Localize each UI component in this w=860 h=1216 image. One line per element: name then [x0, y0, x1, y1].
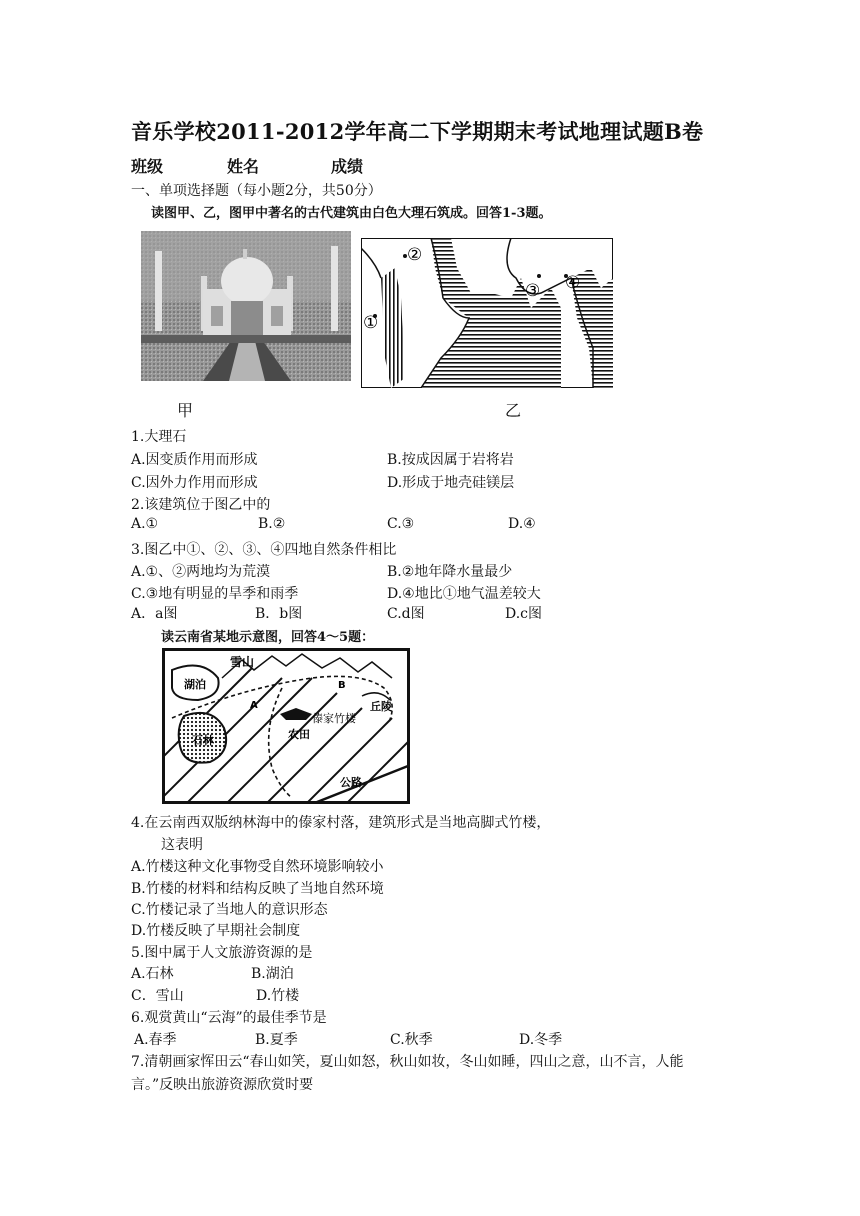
q5-option-c: C．雪山	[131, 988, 184, 1004]
q6-stem: 6.观赏黄山“云海”的最佳季节是	[131, 1010, 327, 1026]
q3-option-d: D.④地比①地气温差较大	[387, 586, 541, 602]
map2-label-a: A	[250, 700, 258, 711]
map2-label-hill: 丘陵	[370, 700, 392, 713]
q6-option-c: C.秋季	[390, 1032, 433, 1048]
map2-label-farm: 农田	[288, 728, 310, 741]
q4-option-d: D.竹楼反映了早期社会制度	[131, 923, 301, 939]
q7-line-1: 7.清朝画家恽田云“春山如笑，夏山如怒，秋山如妆，冬山如睡，四山之意，山不言，人能	[131, 1054, 684, 1070]
q3-stem: 3.图乙中①、②、③、④四地自然条件相比	[131, 542, 397, 558]
name-label: 姓名	[227, 157, 260, 176]
figure-yi-map	[361, 238, 613, 388]
page-title: 音乐学校2011-2012学年高二下学期期末考试地理试题B卷	[131, 119, 704, 144]
q1-option-b: B.按成因属于岩将岩	[387, 452, 514, 468]
map2-label-village: 傣家竹楼	[312, 712, 356, 725]
q4-stem-2: 这表明	[161, 837, 203, 853]
q2-option-d: D.④	[508, 516, 536, 532]
q3-option-a: A.①、②两地均为荒漠	[131, 564, 271, 580]
figure-yunnan-map	[162, 648, 410, 804]
q3-extra-b: B．b图	[255, 606, 303, 622]
instruction-1: 读图甲、乙，图甲中著名的古代建筑由白色大理石筑成。回答1-3题。	[151, 206, 552, 221]
map2-label-lake: 湖泊	[184, 678, 206, 691]
q6-option-a: A.春季	[134, 1032, 177, 1048]
map-label-1: ①	[363, 313, 379, 333]
section-heading: 一、单项选择题（每小题2分，共50分）	[131, 183, 382, 199]
caption-jia: 甲	[177, 401, 194, 420]
q5-stem: 5.图中属于人文旅游资源的是	[131, 945, 313, 961]
map-label-2: ②	[407, 245, 423, 265]
q2-stem: 2.该建筑位于图乙中的	[131, 497, 271, 513]
figure-jia-photo	[141, 231, 351, 381]
q2-option-c: C.③	[387, 516, 415, 532]
map-label-4: ④	[565, 273, 581, 293]
q4-stem: 4.在云南西双版纳林海中的傣家村落，建筑形式是当地高脚式竹楼，	[131, 815, 551, 831]
q5-option-b: B.湖泊	[251, 966, 294, 982]
q5-option-a: A.石林	[131, 966, 174, 982]
q3-option-c: C.③地有明显的旱季和雨季	[131, 586, 299, 602]
q3-extra-c: C.d图	[387, 606, 425, 622]
q4-option-c: C.竹楼记录了当地人的意识形态	[131, 902, 328, 918]
q3-extra-a: A．a图	[131, 606, 178, 622]
q5-option-d: D.竹楼	[256, 988, 300, 1004]
instruction-2: 读云南省某地示意图，回答4～5题：	[161, 630, 375, 645]
map-label-3: ③	[525, 281, 541, 301]
map2-label-b: B	[338, 680, 346, 691]
q4-option-a: A.竹楼这种文化事物受自然环境影响较小	[131, 859, 384, 875]
caption-yi: 乙	[505, 401, 522, 420]
q3-option-b: B.②地年降水量最少	[387, 564, 513, 580]
q7-line-2: 言。”反映出旅游资源欣赏时要	[131, 1077, 314, 1093]
map2-label-road: 公路	[340, 776, 362, 789]
q3-extra-d: D.c图	[505, 606, 543, 622]
q2-option-b: B.②	[258, 516, 286, 532]
q2-option-a: A.①	[131, 516, 159, 532]
q4-option-b: B.竹楼的材料和结构反映了当地自然环境	[131, 881, 384, 897]
q6-option-b: B.夏季	[255, 1032, 298, 1048]
map2-label-stone: 石林	[192, 734, 214, 747]
q1-stem: 1.大理石	[131, 429, 187, 445]
q6-option-d: D.冬季	[519, 1032, 563, 1048]
score-label: 成绩	[331, 157, 364, 176]
class-label: 班级	[131, 157, 164, 176]
q1-option-d: D.形成于地壳硅镁层	[387, 475, 515, 491]
q1-option-c: C.因外力作用而形成	[131, 475, 258, 491]
q1-option-a: A.因变质作用而形成	[131, 452, 258, 468]
map2-label-snow: 雪山	[230, 655, 255, 669]
